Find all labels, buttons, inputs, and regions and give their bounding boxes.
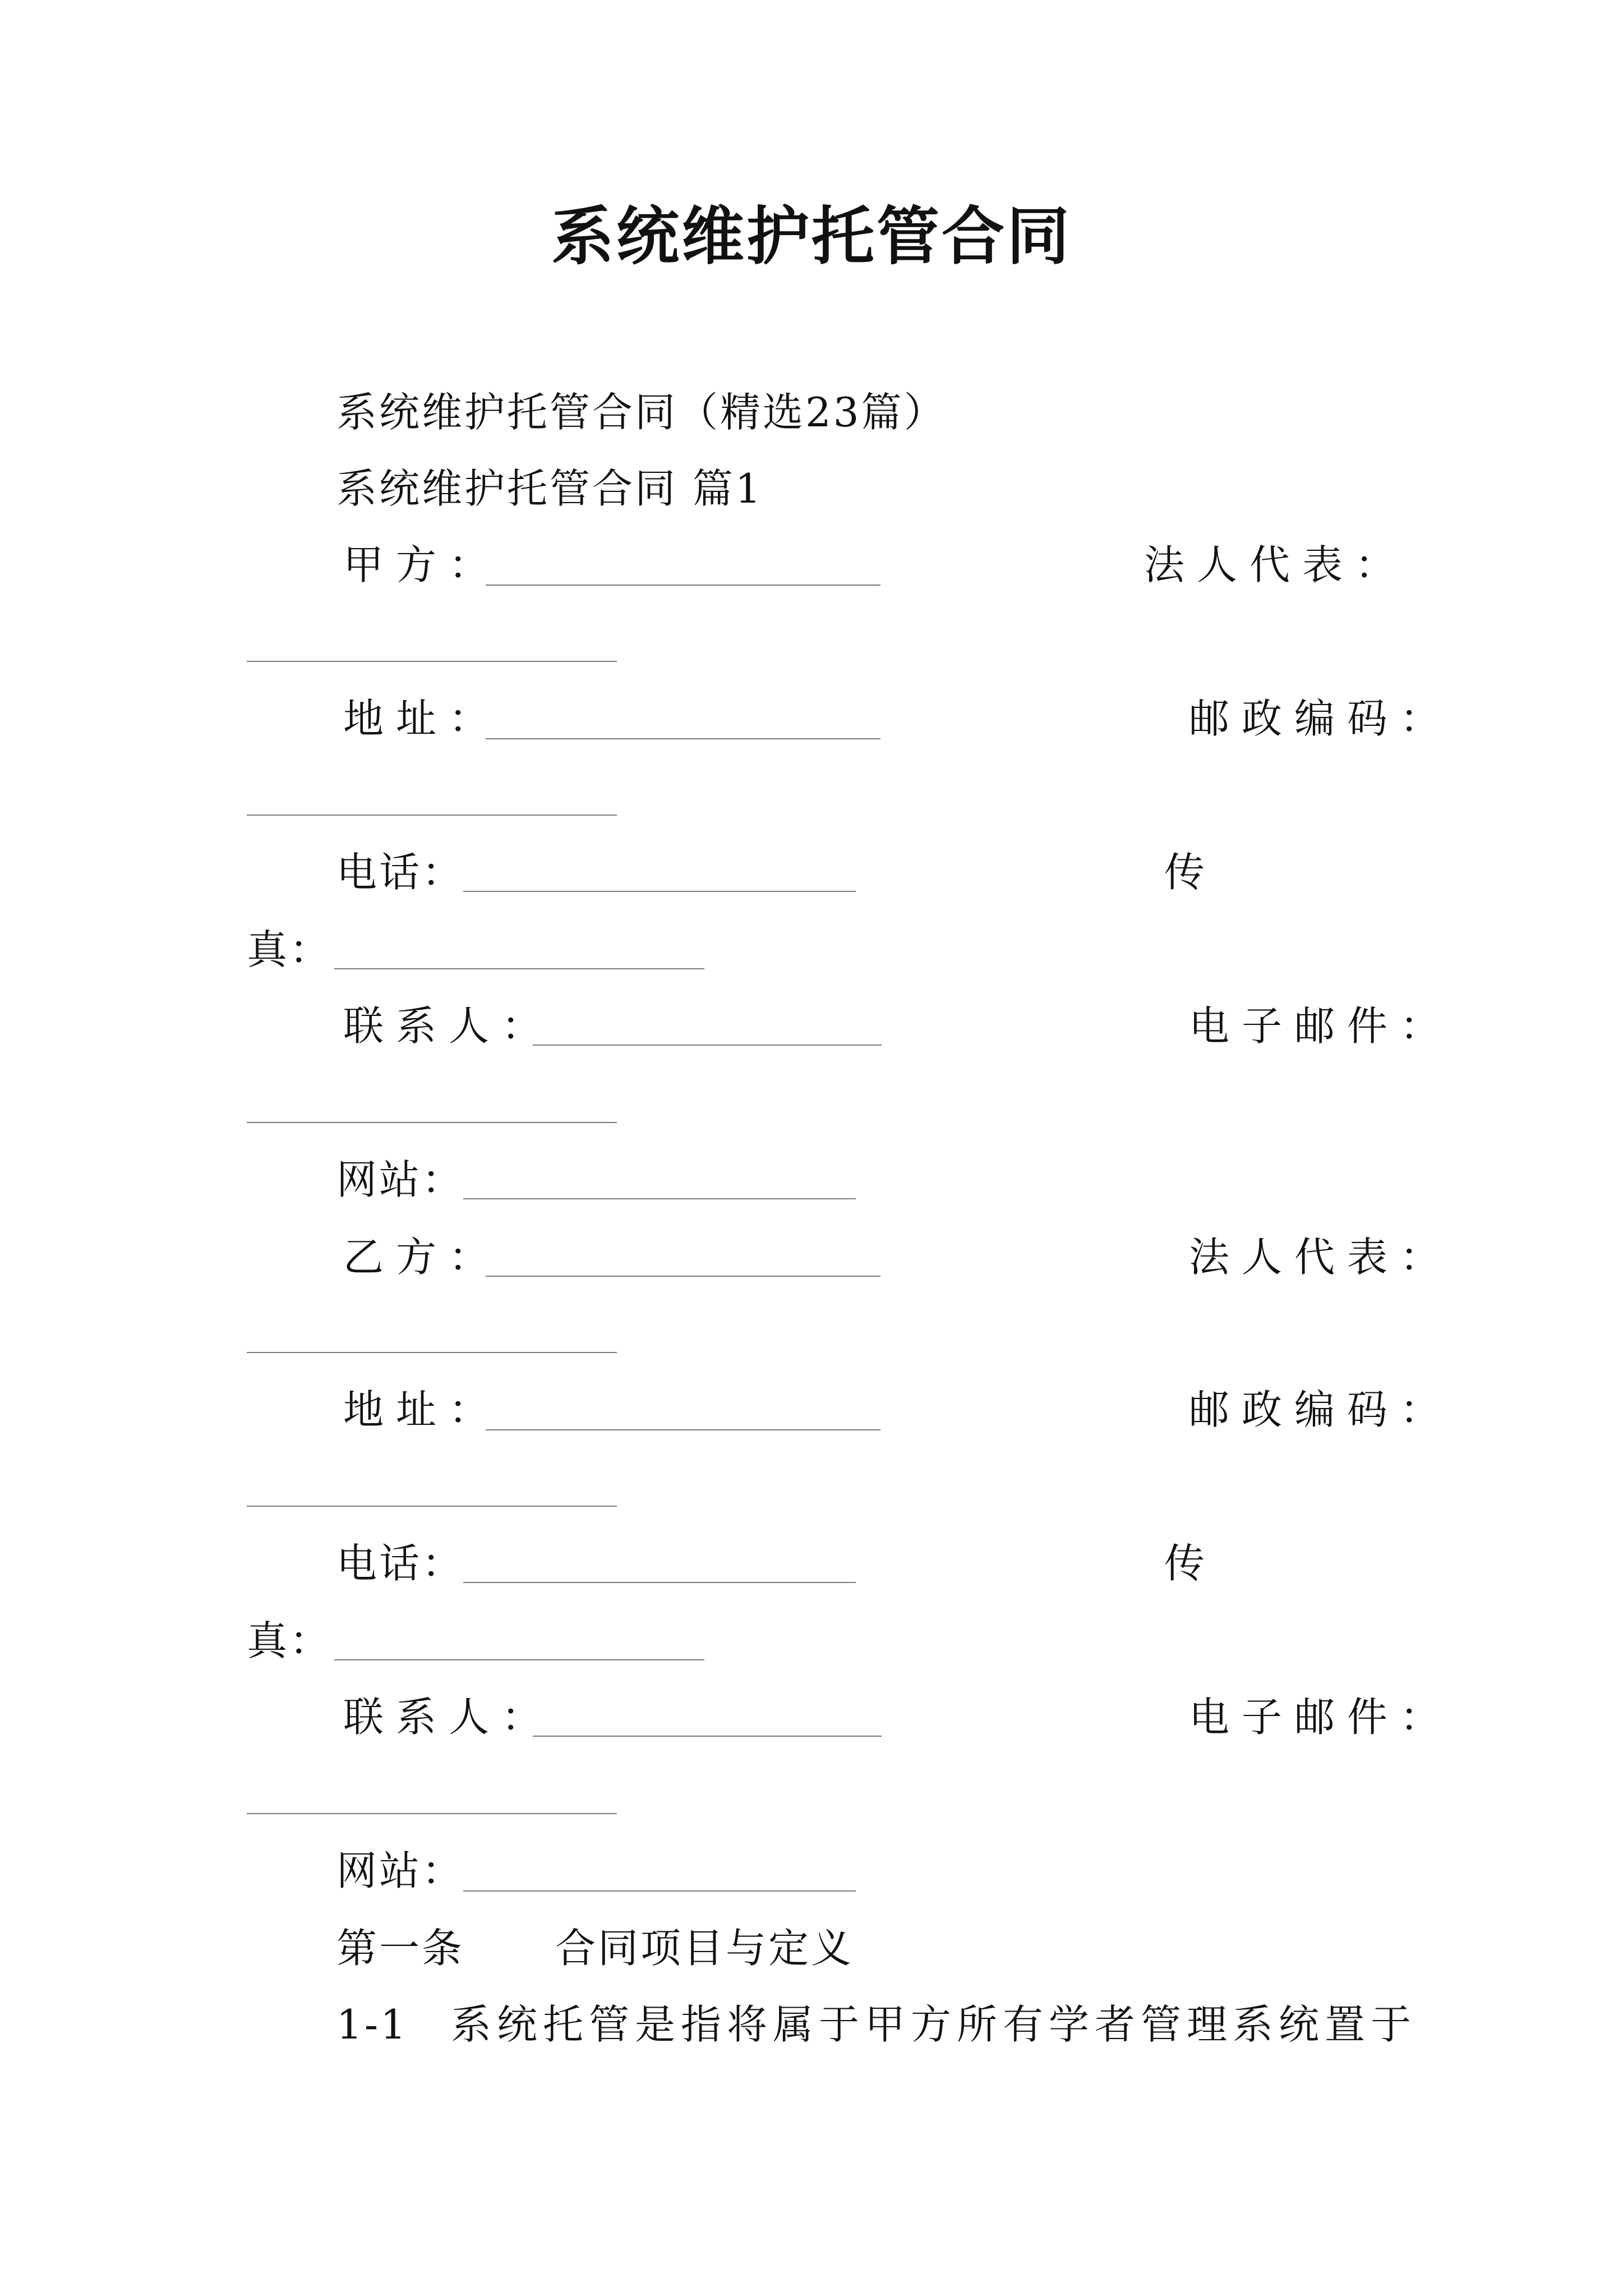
party-a-contact-label: 联系人： xyxy=(343,1002,555,1050)
section-heading: 系统维护托管合同 篇1 xyxy=(336,465,763,512)
party-b-email-label: 电子邮件： xyxy=(1189,1694,1453,1741)
party-a-rep-label: 法人代表： xyxy=(1144,541,1408,588)
party-b-label: 乙方： xyxy=(343,1234,502,1281)
party-b-email-blank[interactable] xyxy=(247,1813,617,1814)
party-b-address-blank[interactable] xyxy=(486,1429,880,1430)
party-a-label: 甲方： xyxy=(343,541,502,588)
party-a-fax-label-1: 传 xyxy=(1164,849,1207,896)
party-b-website-label: 网站： xyxy=(336,1847,465,1894)
party-b-fax-blank[interactable] xyxy=(334,1659,704,1660)
document-title: 系统维护托管合同 xyxy=(551,200,1072,273)
party-a-fax-label-2: 真： xyxy=(247,926,333,973)
document-subtitle: 系统维护托管合同（精选23篇） xyxy=(336,389,947,436)
party-a-postcode-blank[interactable] xyxy=(247,815,617,816)
party-b-website-blank[interactable] xyxy=(463,1890,856,1892)
clause-1-1-number: 1-1 xyxy=(336,2001,408,2048)
party-b-postcode-blank[interactable] xyxy=(247,1506,617,1507)
party-a-rep-blank[interactable] xyxy=(247,661,617,662)
party-a-email-label: 电子邮件： xyxy=(1189,1002,1453,1050)
party-a-phone-label: 电话： xyxy=(336,849,465,896)
party-a-website-label: 网站： xyxy=(336,1156,465,1203)
party-a-contact-blank[interactable] xyxy=(533,1045,882,1046)
party-a-postcode-label: 邮政编码： xyxy=(1189,695,1453,742)
party-b-rep-label: 法人代表： xyxy=(1189,1234,1453,1281)
party-a-address-blank[interactable] xyxy=(486,738,880,739)
party-b-phone-blank[interactable] xyxy=(463,1582,856,1583)
party-a-phone-blank[interactable] xyxy=(463,891,856,892)
party-a-website-blank[interactable] xyxy=(463,1198,856,1199)
party-b-phone-label: 电话： xyxy=(336,1540,465,1587)
party-b-contact-label: 联系人： xyxy=(343,1694,555,1741)
party-a-name-blank[interactable] xyxy=(486,585,880,586)
article-1-heading: 合同项目与定义 xyxy=(555,1925,854,1972)
clause-1-1-text: 系统托管是指将属于甲方所有学者管理系统置于 xyxy=(451,2001,1417,2048)
party-b-rep-blank[interactable] xyxy=(247,1352,617,1353)
party-b-fax-label-1: 传 xyxy=(1164,1540,1207,1587)
article-1-number: 第一条 xyxy=(336,1925,465,1972)
party-b-name-blank[interactable] xyxy=(486,1276,880,1277)
party-b-postcode-label: 邮政编码： xyxy=(1189,1386,1453,1433)
party-a-fax-blank[interactable] xyxy=(334,968,704,969)
party-b-fax-label-2: 真： xyxy=(247,1617,333,1664)
party-b-address-label: 地址： xyxy=(343,1386,502,1433)
party-a-address-label: 地址： xyxy=(343,695,502,742)
party-b-contact-blank[interactable] xyxy=(533,1736,882,1737)
party-a-email-blank[interactable] xyxy=(247,1122,617,1123)
